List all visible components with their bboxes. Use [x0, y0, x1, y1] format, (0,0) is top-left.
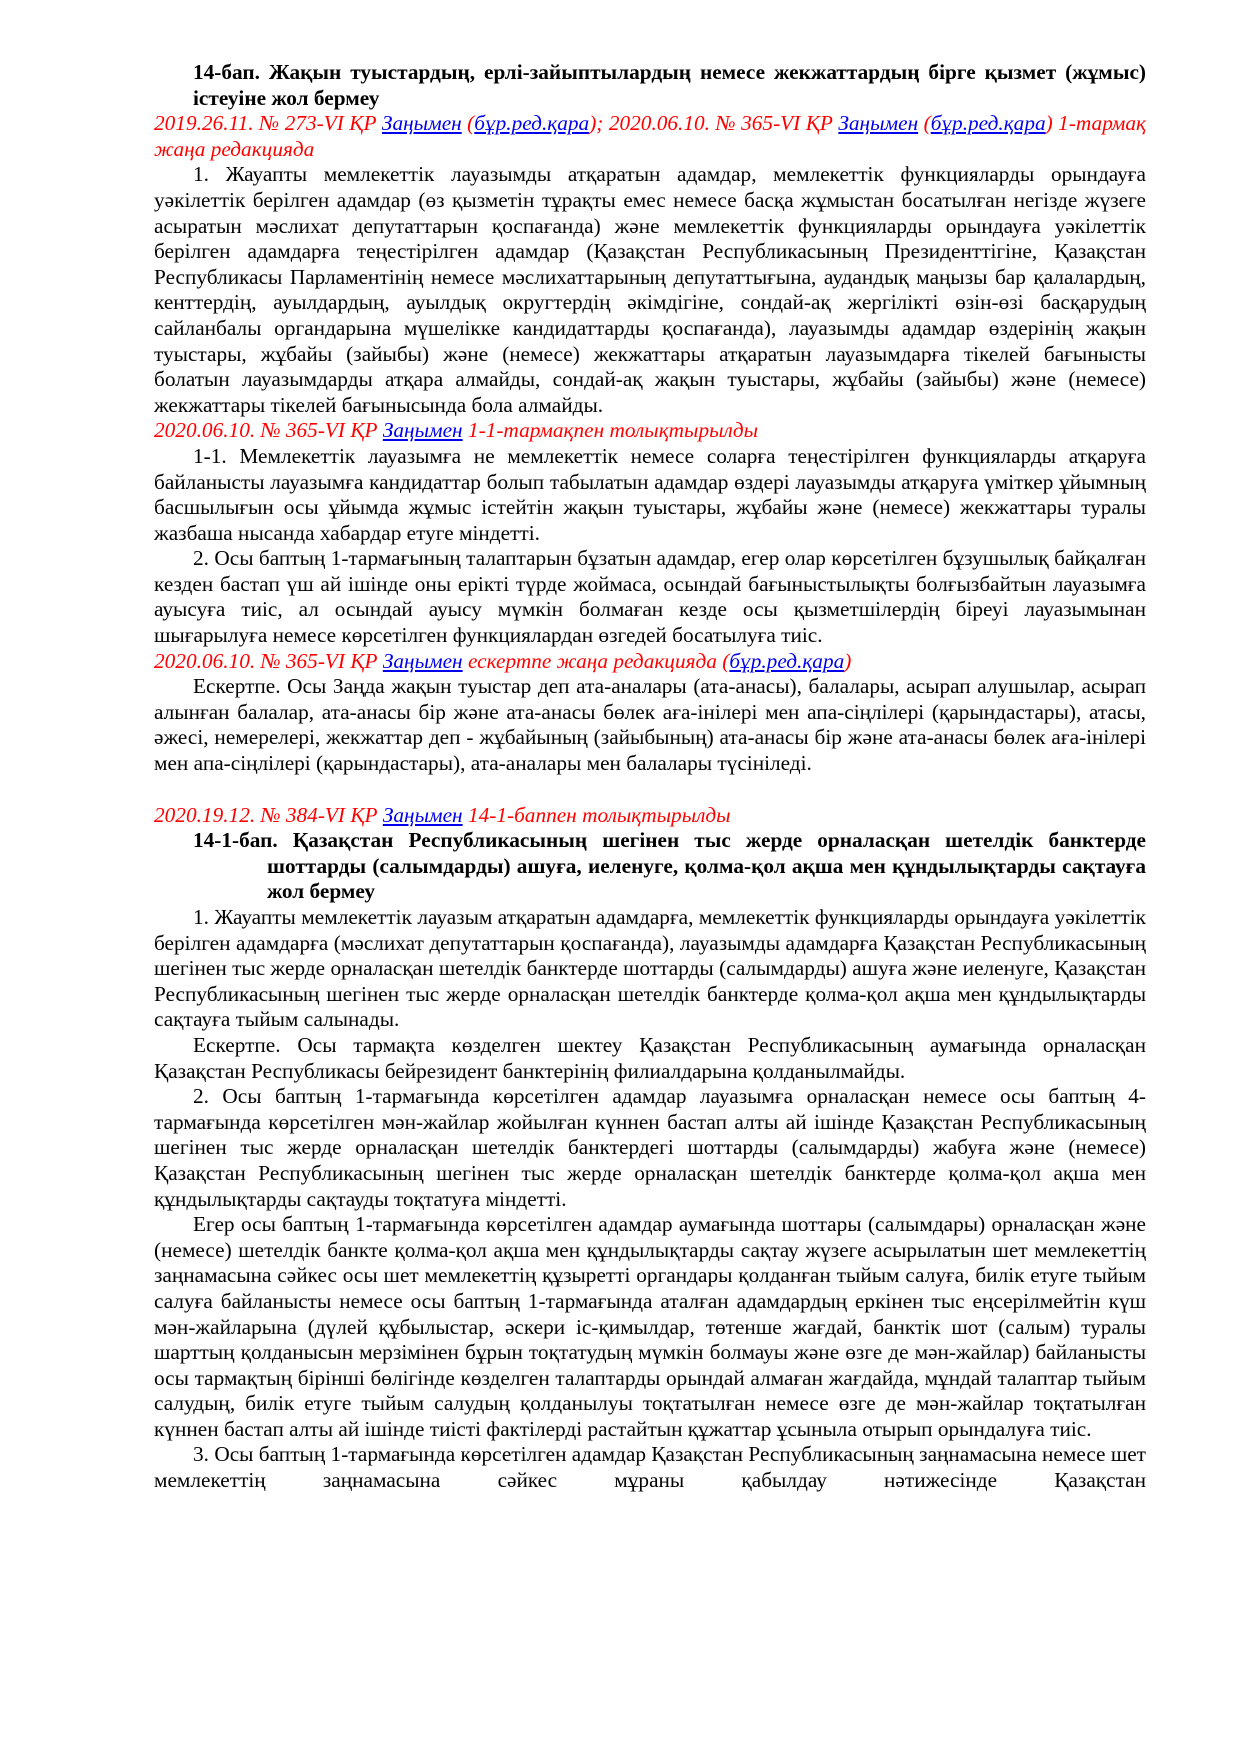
article-14-title-text: 14-бап. Жақын туыстардың, ерлі-зайыптылардың немесе жекжаттардың бірге қызмет (жұмыс) істеуіне жол бермеу: [193, 60, 1146, 110]
amendment-note-4: [154, 803, 1146, 829]
article-14-1-title: [154, 828, 1146, 905]
note-text: 14-1-баппен толықтырылды: [462, 802, 731, 827]
law-link[interactable]: Заңымен: [838, 111, 919, 136]
note-text: (: [461, 111, 475, 136]
note-text: 2020.06.10. № 365-VI ҚР: [154, 648, 383, 673]
note-text: ); 2020.06.10. № 365-VI ҚР: [589, 111, 839, 136]
note-text: (: [918, 111, 931, 136]
article-14-1-paragraph-2: 2. Осы баптың 1-тармағында көрсетілген адамдар лауазымға орналасқан немесе осы баптың 4-тармағында көрсетілген мән-жайлар жойылған күннен бастап алты ай ішінде Қазақстан Республикасының шегінен тыс жерде орналасқан шетелдік банктердегі шоттарды (салымдарды) жабуға және (немесе) Қазақстан Республикасының шегінен тыс жерде орналасқан шетелдік банктерде қолма-қол ақша мен құндылықтарды сақтауды тоқтатуға міндетті.: [154, 1084, 1146, 1211]
amendment-note-2: [154, 418, 1146, 444]
article-14-1-remark: Ескертпе. Осы тармақта көзделген шектеу Қазақстан Республикасының аумағында орналасқан Қазақстан Республикасы бейрезидент банктерінің филиалдарына қолданылмайды.: [154, 1032, 1146, 1083]
law-link[interactable]: Заңымен: [382, 418, 463, 443]
note-text: ) 1-тармақ жаңа редакцияда: [154, 111, 1146, 161]
article-14-title: [154, 60, 1146, 111]
article-14-1-paragraph-2-part-2: Егер осы баптың 1-тармағында көрсетілген адамдар аумағында шоттары (салымдары) орналасқан және (немесе) шетелдік банкте қолма-қол ақша мен құндылықтарды сақтау жүзеге асырылатын шет мемлекеттің заңнамасына сәйкес осы шет мемлекеттің құзыретті органдары қолданған тыйым салуға, билік етуге тыйым салуға байланысты немесе осы баптың 1-тармағында аталған адамдардың еркінен тыс еңсерілмейтін күш мән-жайларына (дүлей құбылыстар, әскери іс-қимылдар, төтенше жағдай, банктік шот (салым) туралы шарттың қолданысын мерзімінен бұрын тоқтатудың мүмкін болмауы және өзге де мән-жайлар) байланысты осы тармақтың бірінші бөлігінде көзделген талаптарды орындай алмаған жағдайда, мұндай талаптар тыйым салудың, билік етуге тыйым салудың қолданылуы тоқтатылған немесе өзге де мән-жайлар тоқтатылған күннен бастап алты ай ішінде тиісті фактілерді растайтын құжаттар ұсыныла отырып орындалуға тиіс.: [154, 1212, 1146, 1441]
article-14-paragraph-1: 1. Жауапты мемлекеттік лауазымды атқаратын адамдар, мемлекеттік функцияларды орындауға уәкілеттік берілген адамдар (өз қызметін тұрақты емес немесе басқа жұмыстан босатылған негізде жүзеге асыратын мәслихат депутаттарын қоспағанда) және мемлекеттік функцияларды орындауға уәкілеттік берілген адамдарға теңестірілген адамдар (Қазақстан Республикасының Президенттігіне, Қазақстан Республикасы Парламентінің немесе мәслихаттарының депутаттығына, аудандық маңызы бар қалалардың, кенттердің, ауылдардың, ауылдық округтердің әкімдігіне, сондай-ақ жергілікті өзін-өзі басқарудың сайланбалы органдарына мүшелікке кандидаттарды қоспағанда), лауазымды адамдар өздерінің жақын туыстары, жұбайы (зайыбы) және (немесе) жекжаттары атқаратын лауазымдарға тікелей бағынысты болатын лауазымдарды атқара алмайды, сондай-ақ жақын туыстары, жұбайы (зайыбы) және (немесе) жекжаттары тікелей бағыныcында бола алмайды.: [154, 162, 1146, 417]
amendment-note-3: [154, 649, 1146, 675]
article-14-1-paragraph-1: 1. Жауапты мемлекеттік лауазым атқаратын адамдарға, мемлекеттік функцияларды орындауға уәкілеттік берілген адамдарға (мәслихат депутаттарын қоспағанда), лауазымды адамдарға Қазақстан Республикасының шегінен тыс жерде орналасқан шетелдік банктерде шоттарды (салымдарды) ашуға және иеленуге, Қазақстан Республикасының шегінен тыс жерде орналасқан шетелдік банктерде қолма-қол ақша мен құндылықтарды сақтауға тыйым салынады.: [154, 905, 1146, 1032]
article-14-paragraph-2: 2. Осы баптың 1-тармағының талаптарын бұзатын адамдар, егер олар көрсетілген бұзушылық байқалған кезден бастап үш ай ішінде оны ерікті түрде жоймаса, осындай бағыныстылықты болғызбайтын лауазымға ауысуға тиіс, ал осындай ауысу мүмкін болмаған кезде осы қызметшілердің біреуі лауазымынан шығарылуға немесе көрсетілген функциялардан өзгедей босатылуға тиіс.: [154, 546, 1146, 648]
law-link[interactable]: Заңымен: [381, 111, 462, 136]
article-14-1-paragraph-3: 3. Осы баптың 1-тармағында көрсетілген адамдар Қазақстан Республикасының заңнамасына немесе шет мемлекеттің заңнамасына сәйкес мұраны қабылдау нәтижесінде Қазақстан: [154, 1442, 1146, 1493]
previous-edition-link[interactable]: бұр.ред.қара: [474, 111, 590, 136]
note-text: 2019.26.11. № 273-VI ҚР: [154, 111, 382, 136]
article-14-1-title-text: 14-1-бап. Қазақстан Республикасының шегінен тыс жерде орналасқан шетелдік банктерде шоттарды (салымдарды) ашуға, иеленуге, қолма-қол ақша мен құндылықтарды сақтауға жол бермеу: [193, 828, 1146, 904]
note-text: ): [844, 648, 852, 673]
note-text: ескертпе жаңа редакцияда (: [462, 648, 730, 673]
note-text: 2020.06.10. № 365-VI ҚР: [154, 418, 383, 443]
previous-edition-link[interactable]: бұр.ред.қара: [930, 111, 1046, 136]
note-text: 1-1-тармақпен толықтырылды: [462, 418, 759, 443]
law-link[interactable]: Заңымен: [382, 802, 463, 827]
section-spacer: [154, 777, 1146, 803]
law-link[interactable]: Заңымен: [382, 648, 463, 673]
amendment-note-1: [154, 111, 1146, 162]
note-text: 2020.19.12. № 384-VI ҚР: [154, 802, 383, 827]
article-14-remark: Ескертпе. Осы Заңда жақын туыстар деп ата-аналары (ата-анасы), балалары, асырап алушылар, асырап алынған балалар, ата-анасы бір және ата-анасы бөлек аға-інілері мен апа-сіңлілері (қарындастары), атасы, әжесі, немерелері, жекжаттар деп - жұбайының (зайыбының) ата-анасы бір және ата-анасы бөлек аға-інілері мен апа-сіңлілері (қарындастары), ата-аналары мен балалары түсініледі.: [154, 674, 1146, 776]
article-14-paragraph-1-1: 1-1. Мемлекеттік лауазымға не мемлекеттік немесе соларға теңестірілген функцияларды атқаруға байланысты лауазымға кандидаттар болып табылатын адамдар өздері лауазымды атқаруға үміткер ұйымның басшылығын осы ұйымда жұмыс істейтін жақын туыстары, жұбайы және (немесе) жекжаттары туралы жазбаша нысанда хабардар етуге міндетті.: [154, 443, 1146, 545]
document-page: [154, 60, 1146, 1494]
previous-edition-link[interactable]: бұр.ред.қара: [729, 648, 845, 673]
